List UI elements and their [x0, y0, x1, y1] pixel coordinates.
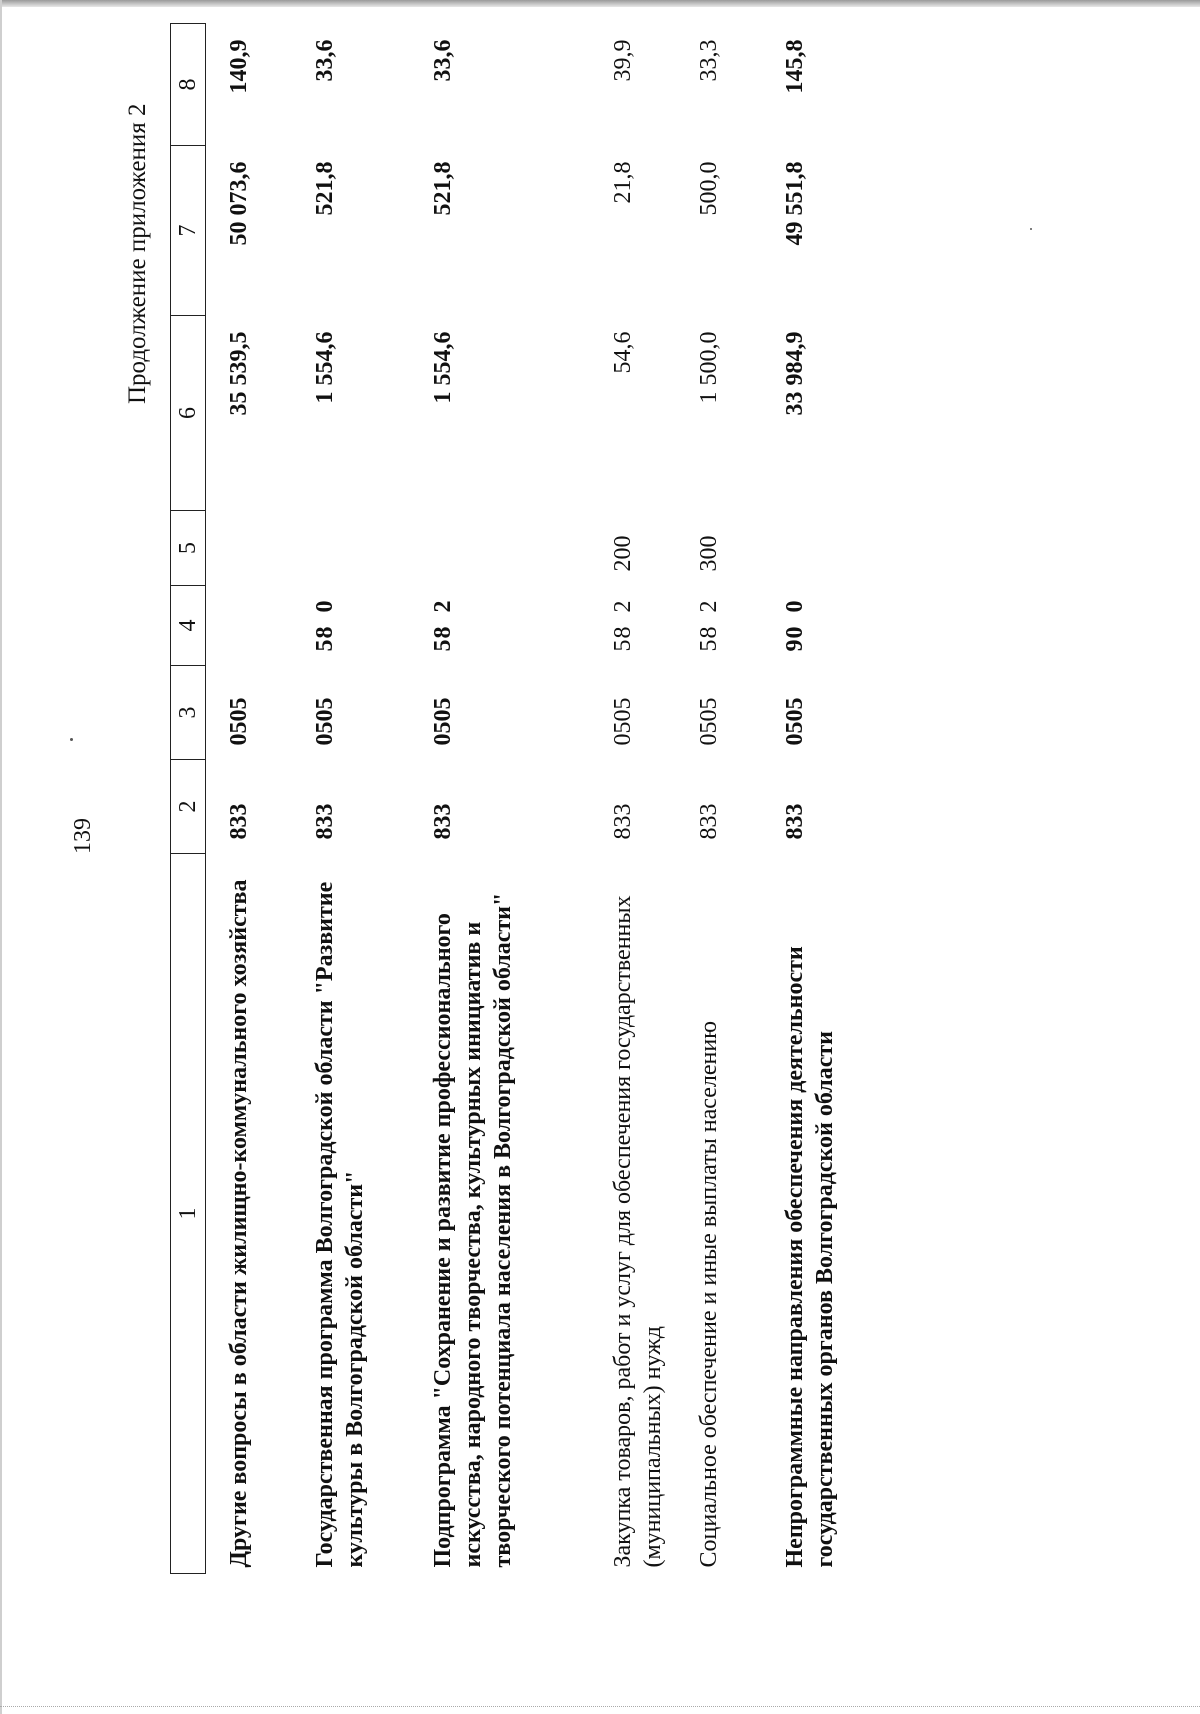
amount-col7: 521,8	[312, 161, 338, 216]
percent-col8: 145,8	[782, 39, 808, 94]
table-row	[674, 24, 760, 1574]
budget-table	[170, 23, 876, 1574]
amount-col6: 1 554,6	[312, 331, 338, 404]
amount-col7: 521,8	[430, 161, 456, 216]
column-header-6: 6	[171, 316, 206, 511]
table-row	[408, 24, 588, 1574]
column-header-2: 2	[171, 760, 206, 854]
target-article-code	[206, 586, 289, 666]
page-number: 139	[70, 818, 96, 854]
amount-col6: 1 500,0	[696, 331, 722, 404]
percent-col8: 39,9	[610, 39, 636, 82]
amount-col7: 21,8	[610, 161, 636, 204]
row-name: Подпрограмма "Сохранение и развитие профессионального искусства, народного творчества, культурных инициатив и творческого потенциала населения в Волгоградской области"	[430, 892, 516, 1568]
agency-code: 833	[782, 803, 808, 840]
row-name: Закупка товаров, работ и услуг для обеспечения государственных (муниципальных) нужд	[610, 895, 666, 1568]
section-code: 0505	[696, 697, 722, 746]
agency-code: 833	[610, 803, 636, 840]
target-article-code: 58 2	[610, 599, 636, 652]
amount-col7: 49 551,8	[782, 161, 808, 246]
expense-type-code	[288, 511, 408, 586]
column-header-4: 4	[171, 586, 206, 666]
amount-col7: 500,0	[696, 161, 722, 216]
table-row	[760, 24, 876, 1574]
header-row	[171, 24, 206, 1574]
percent-col8: 33,6	[312, 39, 338, 82]
column-header-1: 1	[171, 854, 206, 1574]
section-code: 0505	[610, 697, 636, 746]
column-header-3: 3	[171, 666, 206, 760]
column-header-7: 7	[171, 146, 206, 316]
row-name: Непрограммные направления обеспечения деятельности государственных органов Волгоградской области	[782, 946, 838, 1568]
target-article-code: 58 2	[696, 599, 722, 652]
agency-code: 833	[430, 803, 456, 840]
section-code: 0505	[430, 697, 456, 746]
column-header-8: 8	[171, 24, 206, 146]
continuation-label: Продолжение приложения 2	[124, 103, 151, 404]
expense-type-code: 200	[610, 535, 636, 572]
amount-col6: 54,6	[610, 331, 636, 374]
section-code: 0505	[782, 697, 808, 746]
agency-code: 833	[696, 803, 722, 840]
agency-code: 833	[312, 803, 338, 840]
column-header-5: 5	[171, 511, 206, 586]
row-name: Государственная программа Волгоградской области "Развитие культуры в Волгоградской области"	[312, 881, 368, 1568]
table-row	[206, 24, 289, 1574]
target-article-code: 58 0	[312, 599, 338, 652]
expense-type-code	[408, 511, 588, 586]
table-row	[288, 24, 408, 1574]
percent-col8: 33,6	[430, 39, 456, 82]
expense-type-code: 300	[696, 535, 722, 572]
agency-code: 833	[226, 803, 252, 840]
amount-col6: 33 984,9	[782, 331, 808, 416]
target-article-code: 58 2	[430, 599, 456, 652]
row-name: Другие вопросы в области жилищно-коммунального хозяйства	[226, 879, 252, 1568]
amount-col6: 35 539,5	[226, 331, 252, 416]
amount-col7: 50 073,6	[226, 161, 252, 246]
target-article-code: 90 0	[782, 599, 808, 652]
percent-col8: 33,3	[696, 39, 722, 82]
expense-type-code	[760, 511, 876, 586]
amount-col6: 1 554,6	[430, 331, 456, 404]
percent-col8: 140,9	[226, 39, 252, 94]
section-code: 0505	[312, 697, 338, 746]
section-code: 0505	[226, 697, 252, 746]
expense-type-code	[206, 511, 289, 586]
row-name: Социальное обеспечение и иные выплаты населению	[696, 1020, 722, 1568]
table-row	[588, 24, 674, 1574]
